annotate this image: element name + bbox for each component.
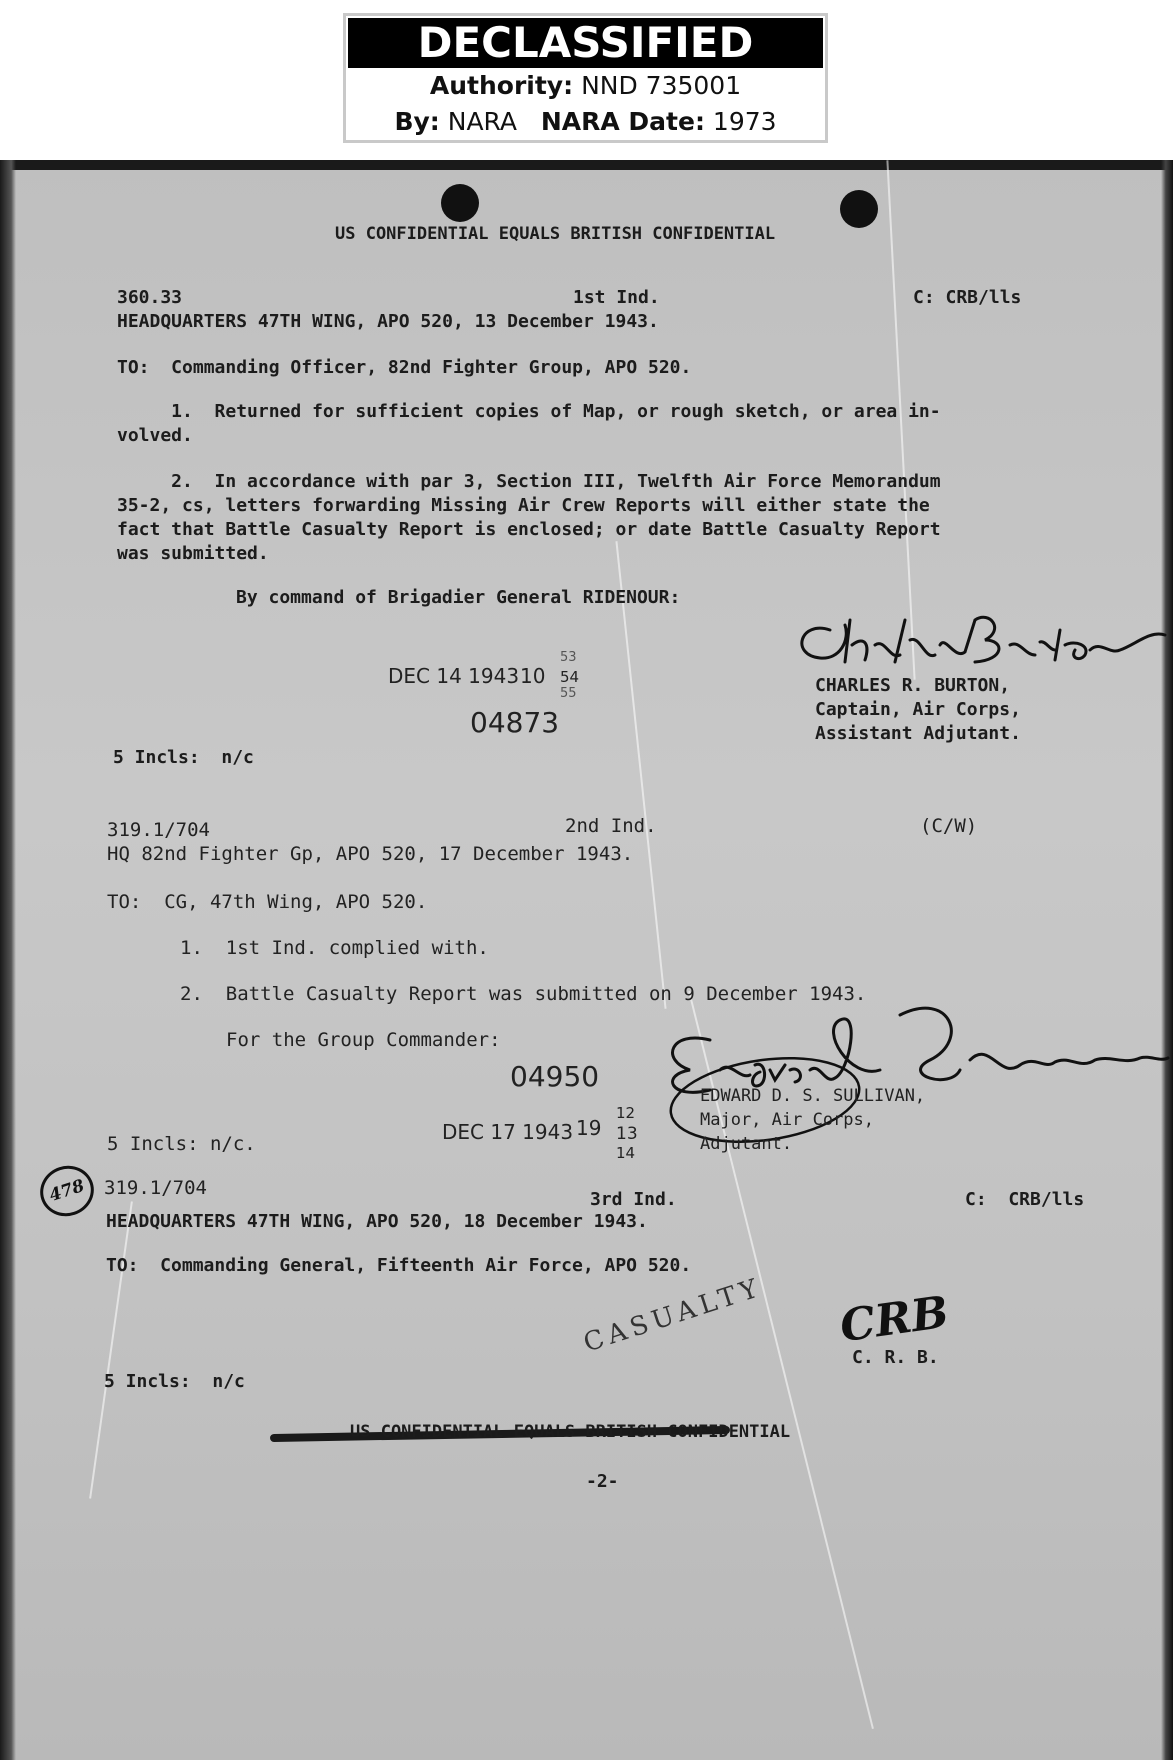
ind2-signature-name: EDWARD D. S. SULLIVAN, [700,1086,926,1106]
stamp-authority-label: Authority: [429,71,574,100]
ind1-para2-line3: fact that Battle Casualty Report is enclosed; or date Battle Casualty Report [117,519,941,540]
ind2-file-number: 319.1/704 [107,819,210,841]
ind2-headquarters-line: HQ 82nd Fighter Gp, APO 520, 17 December 1943. [107,843,634,865]
received-stamp-1-minute: 54 [560,668,580,686]
ind2-para1: 1. 1st Ind. complied with. [180,937,489,959]
circled-number [34,1159,101,1223]
stamp-date-value: 1973 [712,107,777,136]
stamp-by-label: By: [394,107,440,136]
declassified-stamp [343,13,828,143]
sheet-top-edge [0,160,1173,170]
ind1-para1-line2: volved. [117,425,193,446]
sheet-right-edge [1161,160,1173,1760]
received-stamp-2-hour: 19 [576,1116,602,1140]
ind3-to-line: TO: Commanding General, Fifteenth Air Force, APO 520. [106,1255,692,1276]
stamp-date-label: NARA Date: [540,107,705,136]
received-stamp-1-minute: 53 [560,650,577,665]
circled-number-text: 478 [47,1176,87,1206]
page-number: -2- [586,1471,619,1492]
ind3-code: C: CRB/lls [965,1189,1085,1210]
header-classification: US CONFIDENTIAL EQUALS BRITISH CONFIDENTIAL [335,224,776,244]
ind1-command-line: By command of Brigadier General RIDENOUR: [236,587,681,608]
handwritten-casualty: CASUALTY [580,1272,767,1359]
stamp-title: DECLASSIFIED [348,18,823,68]
received-stamp-1 [388,650,588,744]
received-stamp-2 [440,1060,660,1170]
ind1-indorsement: 1st Ind. [573,287,660,308]
ind1-to-line: TO: Commanding Officer, 82nd Fighter Group, APO 520. [117,357,692,378]
footer-classification: US CONFIDENTIAL EQUALS BRITISH CONFIDENTIAL [350,1422,791,1442]
ind2-indorsement: 2nd Ind. [565,815,657,837]
sheet-left-edge [0,160,16,1760]
ind2-code: (C/W) [920,815,978,837]
ind2-para2: 2. Battle Casualty Report was submitted on 9 December 1943. [180,983,867,1005]
burton-signature [790,600,1170,680]
ind3-file-number: 319.1/704 [104,1177,207,1199]
ind3-headquarters-line: HEADQUARTERS 47TH WING, APO 520, 18 December 1943. [106,1211,648,1232]
ind1-code: C: CRB/lls [913,287,1022,308]
ind1-inclosures: 5 Incls: n/c [113,747,254,768]
ind1-para2-line4: was submitted. [117,543,269,564]
received-stamp-2-number: 04950 [510,1060,600,1093]
received-stamp-2-minute: 13 [616,1124,638,1144]
received-stamp-2-date: DEC 17 1943 [442,1120,574,1144]
stamp-authority-value: NND 735001 [581,71,742,100]
received-stamp-1-number: 04873 [470,706,560,739]
ind2-for-line: For the Group Commander: [226,1029,501,1051]
scratch-line [615,541,666,1009]
ind2-to-line: TO: CG, 47th Wing, APO 520. [107,891,428,913]
ind3-initials-signature: CRB [836,1286,952,1353]
ind1-headquarters-line: HEADQUARTERS 47TH WING, APO 520, 13 December 1943. [117,311,659,332]
ind2-signature-rank: Major, Air Corps, [700,1110,874,1130]
stamp-by-value: NARA [447,107,518,136]
received-stamp-1-hour: 10 [520,664,546,688]
ind1-signature-rank: Captain, Air Corps, [815,699,1021,720]
ind1-signature-title: Assistant Adjutant. [815,723,1021,744]
punch-hole [441,184,479,222]
ind1-para2-line1: 2. In accordance with par 3, Section III, Twelfth Air Force Memorandum [117,471,941,492]
punch-hole [840,190,878,228]
ind3-inclosures: 5 Incls: n/c [104,1371,245,1392]
received-stamp-1-date: DEC 14 1943 [388,664,520,688]
received-stamp-1-minute: 55 [560,686,577,701]
ind1-file-number: 360.33 [117,287,183,308]
received-stamp-2-minute: 12 [616,1104,636,1122]
stamp-by-date [346,104,825,140]
ind2-inclosures: 5 Incls: n/c. [107,1133,256,1155]
ind3-indorsement: 3rd Ind. [590,1189,677,1210]
ind1-signature-name: CHARLES R. BURTON, [815,675,1011,696]
ind1-para2-line2: 35-2, cs, letters forwarding Missing Air Crew Reports will either state the [117,495,930,516]
document-sheet [0,160,1173,1760]
stamp-authority [346,68,825,104]
ind3-initials: C. R. B. [852,1347,939,1368]
ind1-para1-line1: 1. Returned for sufficient copies of Map, or rough sketch, or area in- [117,401,941,422]
scratch-line [89,1201,133,1498]
ind2-signature-title: Adjutant. [700,1134,793,1154]
received-stamp-2-minute: 14 [616,1144,636,1162]
